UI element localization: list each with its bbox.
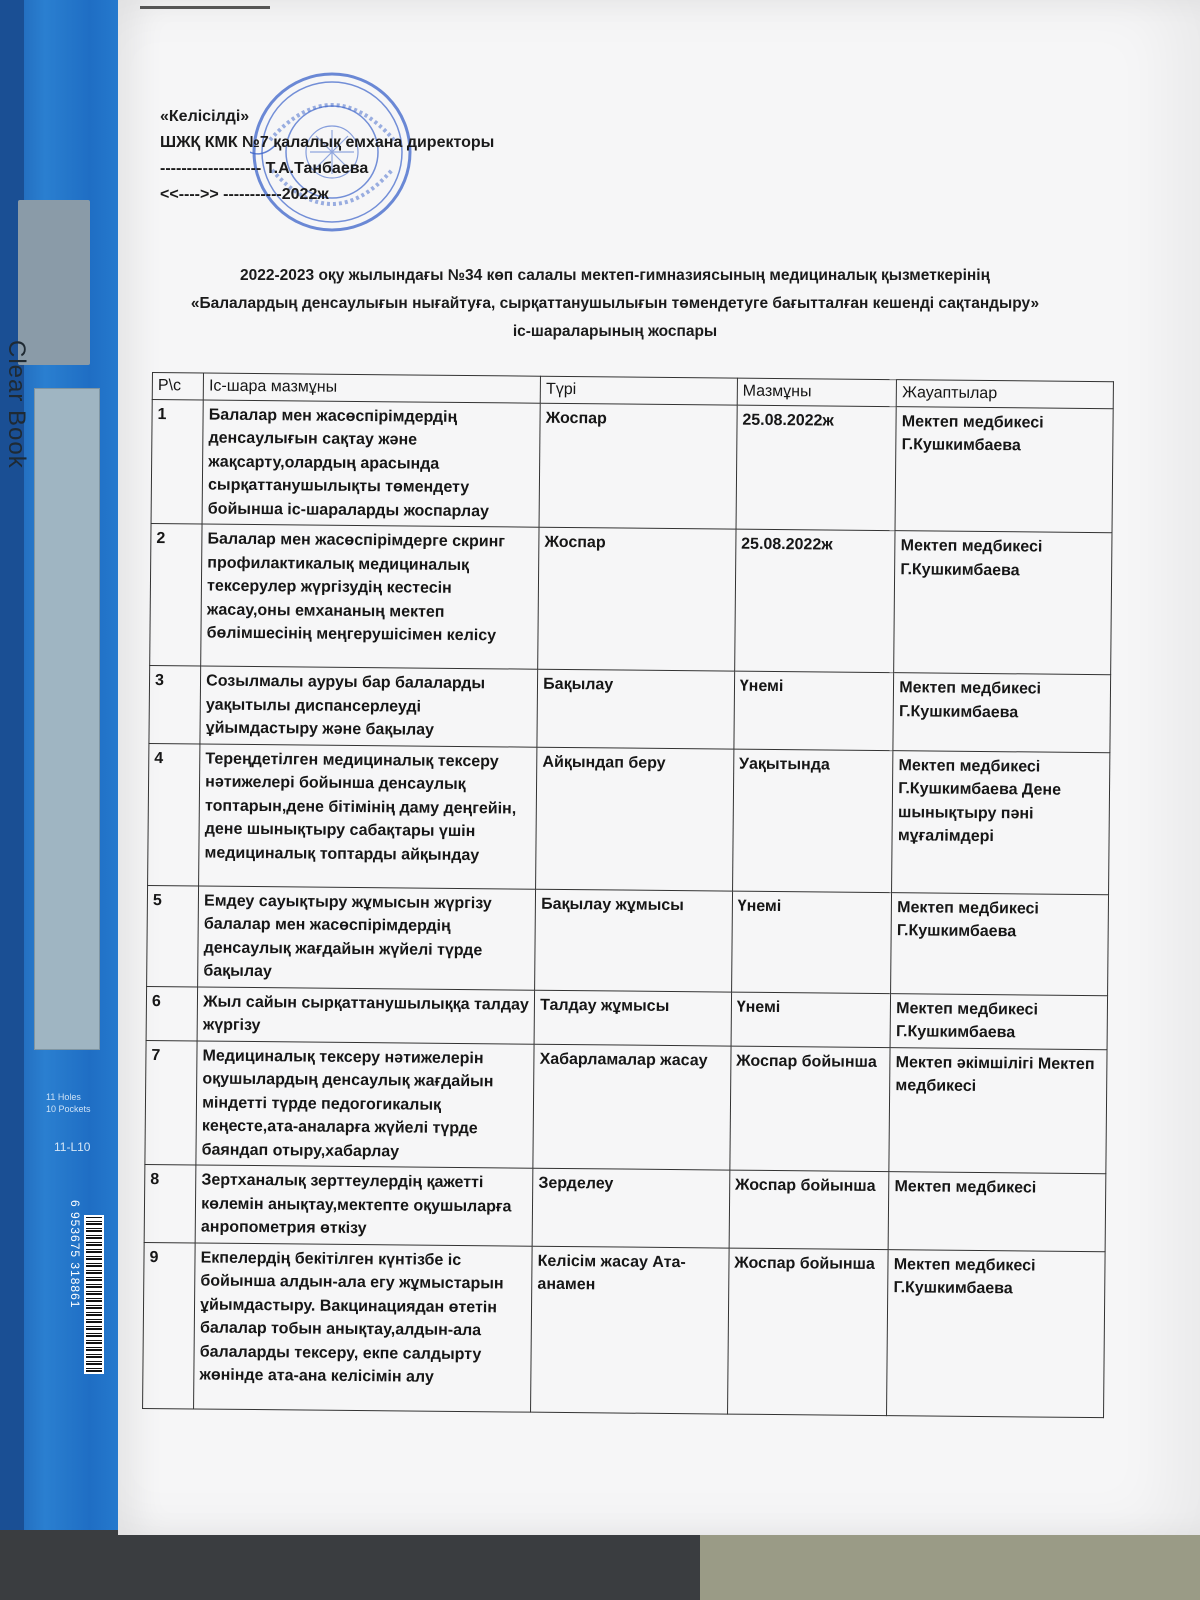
approval-signature-line: ------------------- Т.А.Танбаева: [160, 160, 369, 177]
table-row: [143, 1242, 1106, 1417]
header-content: Мазмұны: [737, 378, 897, 406]
title-line-2: «Балалардың денсаулығын нығайтуға, сырқаттанушылығын төмендетуге бағытталған кешенді сақтандыру»: [190, 295, 1040, 312]
cell-type: Айқындап беру: [536, 747, 734, 891]
cell-content: 25.08.2022ж: [734, 529, 895, 673]
cell-activity: Жыл сайын сырқаттанушылыққа талдау жүргізу: [197, 986, 535, 1043]
cell-type: Бақылау жұмысы: [535, 889, 733, 992]
table-row: [151, 399, 1113, 533]
cell-activity: Зертханалық зерттеулердің қажетті көлемін анықтау,мектепте оқушыларға анропометрия өткізу: [195, 1165, 533, 1246]
cell-type: Талдау жұмысы: [534, 990, 731, 1046]
cell-number: 6: [146, 986, 198, 1040]
cell-responsible: Мектеп медбикесі Г.Кушкимбаева: [894, 531, 1112, 675]
cell-number: 7: [145, 1040, 197, 1165]
cell-number: 5: [147, 885, 199, 986]
barcode-image: [84, 1215, 104, 1374]
cell-responsible: Мектеп медбикесі Г.Кушкимбаева: [887, 1249, 1105, 1417]
cell-type: Келісім жасау Ата-анамен: [531, 1246, 729, 1414]
header-activity: Іс-шара мазмұны: [203, 373, 540, 403]
cell-responsible: Мектеп медбикесі: [888, 1172, 1105, 1252]
approval-heading: «Келісілді»: [160, 108, 250, 125]
cell-number: 3: [149, 665, 201, 743]
cell-content: Жоспар бойынша: [727, 1248, 888, 1416]
cell-responsible: Мектеп медбикесі Г.Кушкимбаева: [893, 673, 1110, 753]
cell-activity: Балалар мен жасөспірімдердің денсаулығын сақтау және жақсарту,олардың арасында сырқаттанушылықты төмендету бойынша іс-шараларды жоспарлау: [202, 399, 540, 527]
cell-responsible: Мектеп медбикесі Г.Кушкимбаева Дене шынықтыру пәні мұғалімдері: [892, 750, 1110, 894]
cell-content: Жоспар бойынша: [730, 1046, 891, 1172]
cell-content: 25.08.2022ж: [736, 405, 897, 531]
cell-activity: Созылмалы ауруы бар балаларды уақытылы диспансерлеуді ұйымдастыру және бақылау: [200, 666, 538, 747]
header-number: Р\с: [152, 373, 203, 400]
header-type: Түрі: [540, 376, 737, 404]
spine-label-text: Clear Book: [3, 340, 30, 469]
cell-content: Үнемі: [731, 992, 891, 1048]
plan-table: [142, 372, 1114, 1418]
spine-window: [34, 388, 100, 1050]
cell-activity: Емдеу сауықтыру жұмысын жүргізу балалар мен жасөспірімдердің денсаулық жағдайын жүйелі түрде бақылау: [198, 885, 536, 989]
barcode-number: 6 953675 318861: [68, 1200, 82, 1309]
table-row: [146, 986, 1107, 1049]
cell-number: 1: [151, 399, 203, 524]
cell-activity: Тереңдетілген медициналық тексеру нәтижелері бойынша денсаулық топтарын,дене бітімінің даму деңгейін, дене шынықтыру сабақтары үшін медициналық топтарды айқындау: [199, 743, 537, 888]
cell-type: Жоспар: [538, 527, 736, 671]
holes-note: 11 Holes: [46, 1092, 81, 1102]
approval-date-line: <<---->> -----------2022ж: [160, 186, 329, 203]
cell-content: Уақытында: [732, 749, 893, 893]
model-code: 11-L10: [54, 1140, 91, 1154]
cell-responsible: Мектеп медбикесі Г.Кушкимбаева: [895, 406, 1113, 533]
cell-responsible: Мектеп әкімшілігі Мектеп медбикесі: [889, 1047, 1107, 1174]
cell-number: 2: [150, 523, 203, 665]
cell-type: Зерделеу: [532, 1168, 729, 1247]
cell-type: Бақылау: [537, 669, 734, 748]
cell-activity: Екпелердің бекітілген күнтізбе іс бойынша алдын-ала егу жұмыстарын ұйымдастыру. Вакцинациядан өтетін балалар тобын анықтау,алдын-ала балаларды тексеру, екпе салдырту жөнінде ата-ана келісімін алу: [194, 1242, 533, 1411]
table-row: [149, 665, 1111, 752]
cell-number: 9: [143, 1242, 196, 1408]
approval-block: [160, 104, 494, 208]
cell-content: Жоспар бойынша: [729, 1170, 889, 1249]
pockets-note: 10 Pockets: [46, 1104, 91, 1114]
cell-number: 4: [148, 743, 201, 885]
cell-content: Үнемі: [731, 891, 891, 994]
cell-type: Жоспар: [539, 403, 737, 529]
cell-responsible: Мектеп медбикесі Г.Кушкимбаева: [890, 993, 1107, 1049]
cell-number: 8: [144, 1164, 196, 1242]
cell-activity: Медициналық тексеру нәтижелерін оқушылардың денсаулық жағдайын міндетті түрде педогогикалық кеңесте,ата-аналарға жүйелі түрде баяндап отыру,хабарлау: [196, 1040, 534, 1168]
table-row: [144, 1164, 1106, 1251]
page-edge-mark: [140, 6, 270, 9]
title-line-3: іс-шараларының жоспары: [512, 323, 718, 340]
cell-responsible: Мектеп медбикесі Г.Кушкимбаева: [891, 892, 1109, 995]
table-row: [148, 743, 1110, 894]
table-row: [147, 885, 1109, 995]
header-responsible: Жауаптылар: [897, 380, 1114, 409]
cell-activity: Балалар мен жасөспірімдерге скринг профилактикалық медициналық тексерулер жүргізудің кестесін жасау,оны емхананың мектеп бөлімшесінің меңгерушісімен келісу: [201, 524, 539, 669]
document-title: [150, 262, 1080, 346]
cell-type: Хабарламалар жасау: [533, 1044, 731, 1170]
title-line-1: 2022-2023 оқу жылындағы №34 көп салалы мектеп-гимназиясының медициналық қызметкерінің: [240, 267, 990, 284]
cell-content: Үнемі: [734, 671, 894, 750]
approval-organization: ШЖҚ КМК №7 қалалық емхана директоры: [160, 134, 495, 151]
table-row: [145, 1040, 1107, 1174]
table-row: [150, 523, 1112, 674]
